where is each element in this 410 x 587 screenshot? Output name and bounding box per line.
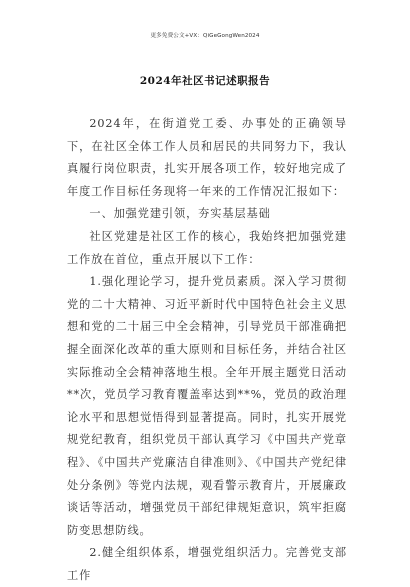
body-paragraph: 1.强化理论学习，提升党员素质。深入学习贯彻党的二十大精神、习近平新时代中国特色社会主义思想和党的二十届三中全会精神，引导党员干部准确把握全面深化改革的重大原则和目标任务，并结合社区实际推动全会精神落地生根。全年开展主题党日活动**次，党员学习教育覆盖率达到**%，党员的政治理论水平和思想觉悟得到显著提高。同时，扎实开展党规党纪教育，组织党员干部认真学习《中国共产党章程》、《中国共产党廉洁自律准则》、《中国共产党纪律处分条例》等党内法规，观看警示教育片，开展廉政谈话等活动，增强党员干部纪律规矩意识，筑牢拒腐防变思想防线。 (67, 275, 347, 537)
body-paragraph: 社区党建是社区工作的核心，我始终把加强党建工作放在首位，重点开展以下工作： (67, 229, 347, 266)
section-heading: 一、加强党建引领，夯实基层基础 (89, 207, 271, 221)
page-title: 2024年社区书记述职报告 (139, 75, 271, 87)
body-paragraph: 2.健全组织体系，增强党组织活力。完善党支部工作 (67, 546, 347, 582)
body-paragraph: 2024年，在街道党工委、办事处的正确领导下，在社区全体工作人员和居民的共同努力下，我认真履行岗位职责，扎实开展各项工作，较好地完成了年度工作目标任务现将一年来的工作情况汇报如下： (67, 117, 347, 198)
document-body (67, 113, 347, 587)
header-note: 更多免费公文+VX：QiGeGongWen2024 (150, 33, 260, 39)
